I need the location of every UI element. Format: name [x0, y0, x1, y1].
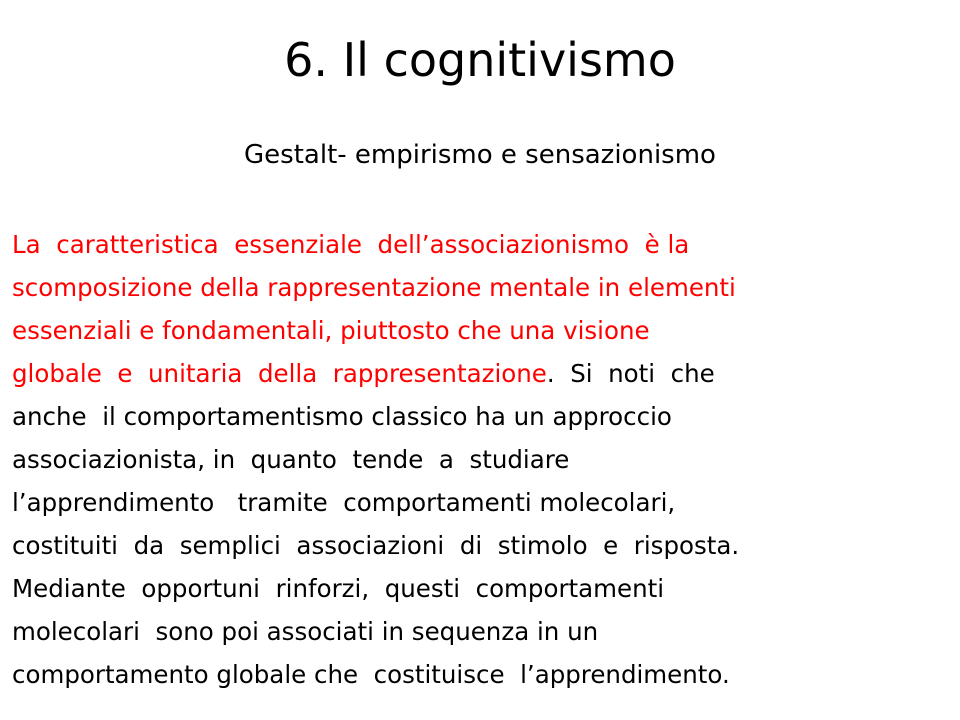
body-line	[12, 610, 952, 653]
highlighted-text: La caratteristica essenziale dell’associazionismo è la	[12, 230, 690, 259]
body-line	[12, 524, 952, 567]
body-line	[12, 567, 952, 610]
plain-text: comportamento globale che costituisce l’apprendimento.	[12, 660, 730, 689]
body-line	[12, 309, 952, 352]
plain-text: associazionista, in quanto tende a studiare	[12, 445, 570, 474]
highlighted-text: scomposizione della rappresentazione mentale in elementi	[12, 273, 736, 302]
highlighted-text: essenziali e fondamentali, piuttosto che una visione	[12, 316, 650, 345]
body-paragraph	[12, 223, 952, 696]
plain-text: l’apprendimento tramite comportamenti molecolari,	[12, 488, 676, 517]
slide-title: 6. Il cognitivismo	[284, 33, 676, 87]
slide-subtitle: Gestalt- empirismo e sensazionismo	[244, 140, 716, 170]
plain-text: molecolari sono poi associati in sequenza in un	[12, 617, 599, 646]
body-line	[12, 266, 952, 309]
plain-text: anche il comportamentismo classico ha un approccio	[12, 402, 672, 431]
plain-text: costituiti da semplici associazioni di stimolo e risposta.	[12, 531, 740, 560]
body-line	[12, 223, 952, 266]
plain-text: . Si noti che	[546, 359, 715, 388]
body-line	[12, 352, 952, 395]
highlighted-text: globale e unitaria della rappresentazione	[12, 359, 547, 388]
plain-text: Mediante opportuni rinforzi, questi comportamenti	[12, 574, 665, 603]
body-line	[12, 653, 952, 696]
body-line	[12, 395, 952, 438]
body-line	[12, 438, 952, 481]
body-line	[12, 481, 952, 524]
